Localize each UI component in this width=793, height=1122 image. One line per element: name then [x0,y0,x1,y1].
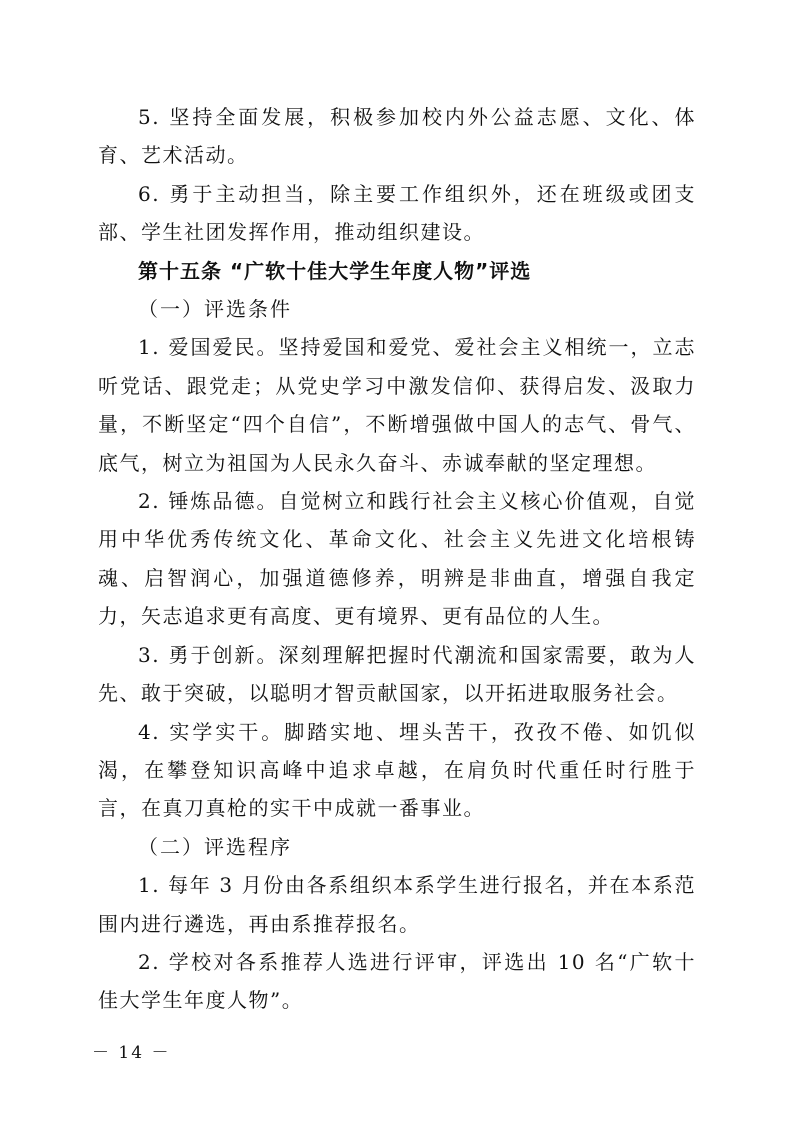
paragraph-item-5: 5. 坚持全面发展，积极参加校内外公益志愿、文化、体育、艺术活动。 [98,105,696,168]
paragraph-item-6: 6. 勇于主动担当，除主要工作组织外，还在班级或团支部、学生社团发挥作用，推动组织建设。 [98,181,696,245]
section-criteria-heading: （一）评选条件 [138,297,292,322]
document-body [98,98,696,1020]
article-15-heading: 第十五条 “广软十佳大学生年度人物”评选 [138,258,532,283]
page-number: － 14 － [92,1043,171,1063]
procedure-item-2: 2. 学校对各系推荐人选进行评审，评选出 10 名“广软十佳大学生年度人物”。 [98,949,696,1013]
criteria-item-3: 3. 勇于创新。深刻理解把握时代潮流和国家需要，敢为人先、敢于突破，以聪明才智贡献国家，以开拓进取服务社会。 [98,642,696,706]
section-procedure-heading: （二）评选程序 [138,834,292,859]
procedure-item-1: 1. 每年 3 月份由各系组织本系学生进行报名，并在本系范围内进行遴选，再由系推荐报名。 [98,873,696,936]
criteria-item-4: 4. 实学实干。脚踏实地、埋头苦干，孜孜不倦、如饥似渴，在攀登知识高峰中追求卓越，在肩负时代重任时行胜于言，在真刀真枪的实干中成就一番事业。 [98,719,696,821]
criteria-item-2: 2. 锤炼品德。自觉树立和践行社会主义核心价值观，自觉用中华优秀传统文化、革命文化、社会主义先进文化培根铸魂、启智润心，加强道德修养，明辨是非曲直，增强自我定力，矢志追求更有高度、更有境界、更有品位的人生。 [98,489,696,629]
criteria-item-1: 1. 爱国爱民。坚持爱国和爱党、爱社会主义相统一，立志听党话、跟党走；从党史学习中激发信仰、获得启发、汲取力量，不断坚定“四个自信”，不断增强做中国人的志气、骨气、底气，树立为祖国为人民永久奋斗、赤诚奉献的坚定理想。 [98,335,696,475]
